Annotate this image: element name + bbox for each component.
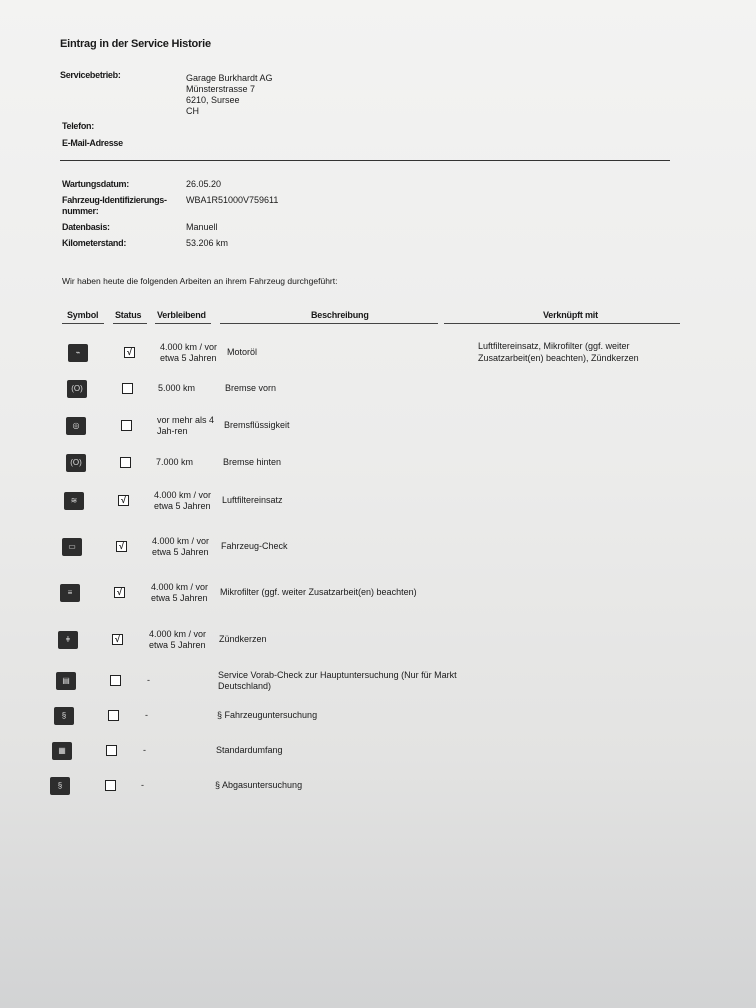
- description-value: Motoröl: [227, 347, 258, 357]
- vin-label: [62, 195, 167, 217]
- column-header-linked: Verknüpft mit: [543, 310, 598, 320]
- description-value: Bremse vorn: [225, 383, 277, 393]
- remaining-value: 7.000 km: [156, 457, 194, 467]
- oil-can-icon: ⌁: [68, 344, 88, 362]
- description-value: § Abgasuntersuchung: [215, 780, 303, 790]
- remaining-value: 5.000 km: [158, 383, 196, 393]
- column-underline: [444, 323, 680, 324]
- status-checkbox[interactable]: √: [118, 495, 129, 506]
- description-value: Bremse hinten: [223, 457, 282, 467]
- service-provider-label: Servicebetrieb:: [60, 70, 121, 80]
- header-divider: [60, 160, 670, 161]
- address-line: 6210, Sursee: [186, 95, 240, 105]
- mileage-value: 53.206 km: [186, 238, 229, 248]
- status-checkbox[interactable]: [110, 675, 121, 686]
- status-checkbox[interactable]: [105, 780, 116, 791]
- email-label: E-Mail-Adresse: [62, 138, 123, 148]
- description-value: Fahrzeug-Check: [221, 541, 288, 551]
- description-value: Mikrofilter (ggf. weiter Zusatzarbeit(en) beachten): [220, 587, 417, 597]
- micro-filter-icon: ≡: [60, 584, 80, 602]
- status-checkbox[interactable]: [122, 383, 133, 394]
- spark-plug-icon: ǂ: [58, 631, 78, 649]
- inspection-icon: §: [54, 707, 74, 725]
- remaining-value: -: [147, 675, 150, 685]
- data-source-value: Manuell: [186, 222, 218, 232]
- remaining-value: vor mehr als 4 Jah-ren: [157, 414, 215, 436]
- data-source-label: Datenbasis:: [62, 222, 110, 232]
- column-underline: [113, 323, 147, 324]
- linked-items-text: Luftfiltereinsatz, Mikrofilter (ggf. weiter Zusatzarbeit(en) beachten), Zündkerzen: [478, 341, 639, 363]
- remaining-value: 4.000 km / vor etwa 5 Jahren: [149, 628, 207, 650]
- column-header-status: Status: [115, 310, 142, 320]
- status-checkbox[interactable]: [120, 457, 131, 468]
- description-value: Bremsflüssigkeit: [224, 420, 290, 430]
- air-filter-icon: ≋: [64, 492, 84, 510]
- remaining-value: -: [143, 745, 146, 755]
- column-header-symbol: Symbol: [67, 310, 99, 320]
- status-checkbox[interactable]: √: [116, 541, 127, 552]
- description-value: § Fahrzeuguntersuchung: [217, 710, 318, 720]
- emission-test-icon: §: [50, 777, 70, 795]
- brake-fluid-icon: ◎: [66, 417, 86, 435]
- description-value: Standardumfang: [216, 745, 283, 755]
- column-underline: [155, 323, 211, 324]
- intro-text: Wir haben heute die folgenden Arbeiten an ihrem Fahrzeug durchgeführt:: [62, 276, 338, 286]
- description-value: Service Vorab-Check zur Hauptuntersuchung (Nur für Markt Deutschland): [218, 669, 457, 691]
- status-checkbox[interactable]: √: [114, 587, 125, 598]
- column-underline: [220, 323, 438, 324]
- standard-scope-icon: ▦: [52, 742, 72, 760]
- pre-check-icon: ▤: [56, 672, 76, 690]
- status-checkbox[interactable]: √: [112, 634, 123, 645]
- phone-label: Telefon:: [62, 121, 94, 131]
- remaining-value: 4.000 km / vor etwa 5 Jahren: [152, 535, 210, 557]
- status-checkbox[interactable]: [121, 420, 132, 431]
- address-line: CH: [186, 106, 199, 116]
- vin-value: WBA1R51000V759611: [186, 195, 279, 205]
- address-line: Münsterstrasse 7: [186, 84, 256, 94]
- vin-label-line: Fahrzeug-Identifizierungs-: [62, 195, 167, 205]
- service-provider-address: [186, 73, 273, 117]
- remaining-value: 4.000 km / vor etwa 5 Jahren: [154, 489, 212, 511]
- description-value: Luftfiltereinsatz: [222, 495, 283, 505]
- remaining-value: 4.000 km / vor etwa 5 Jahren: [151, 581, 209, 603]
- brake-rear-icon: (O): [66, 454, 86, 472]
- description-value: Zündkerzen: [219, 634, 267, 644]
- status-checkbox[interactable]: [108, 710, 119, 721]
- status-checkbox[interactable]: [106, 745, 117, 756]
- vin-label-line: nummer:: [62, 206, 99, 216]
- address-line: Garage Burkhardt AG: [186, 73, 273, 83]
- brake-front-icon: (O): [67, 380, 87, 398]
- maintenance-date-value: 26.05.20: [186, 179, 222, 189]
- remaining-value: 4.000 km / vor etwa 5 Jahren: [160, 341, 218, 363]
- status-checkbox[interactable]: √: [124, 347, 135, 358]
- remaining-value: -: [145, 710, 148, 720]
- column-header-remaining: Verbleibend: [157, 310, 206, 320]
- column-underline: [62, 323, 104, 324]
- vehicle-check-icon: ▭: [62, 538, 82, 556]
- maintenance-date-label: Wartungsdatum:: [62, 179, 129, 189]
- column-header-description: Beschreibung: [311, 310, 369, 320]
- remaining-value: -: [141, 780, 144, 790]
- mileage-label: Kilometerstand:: [62, 238, 127, 248]
- page-title: Eintrag in der Service Historie: [60, 38, 211, 50]
